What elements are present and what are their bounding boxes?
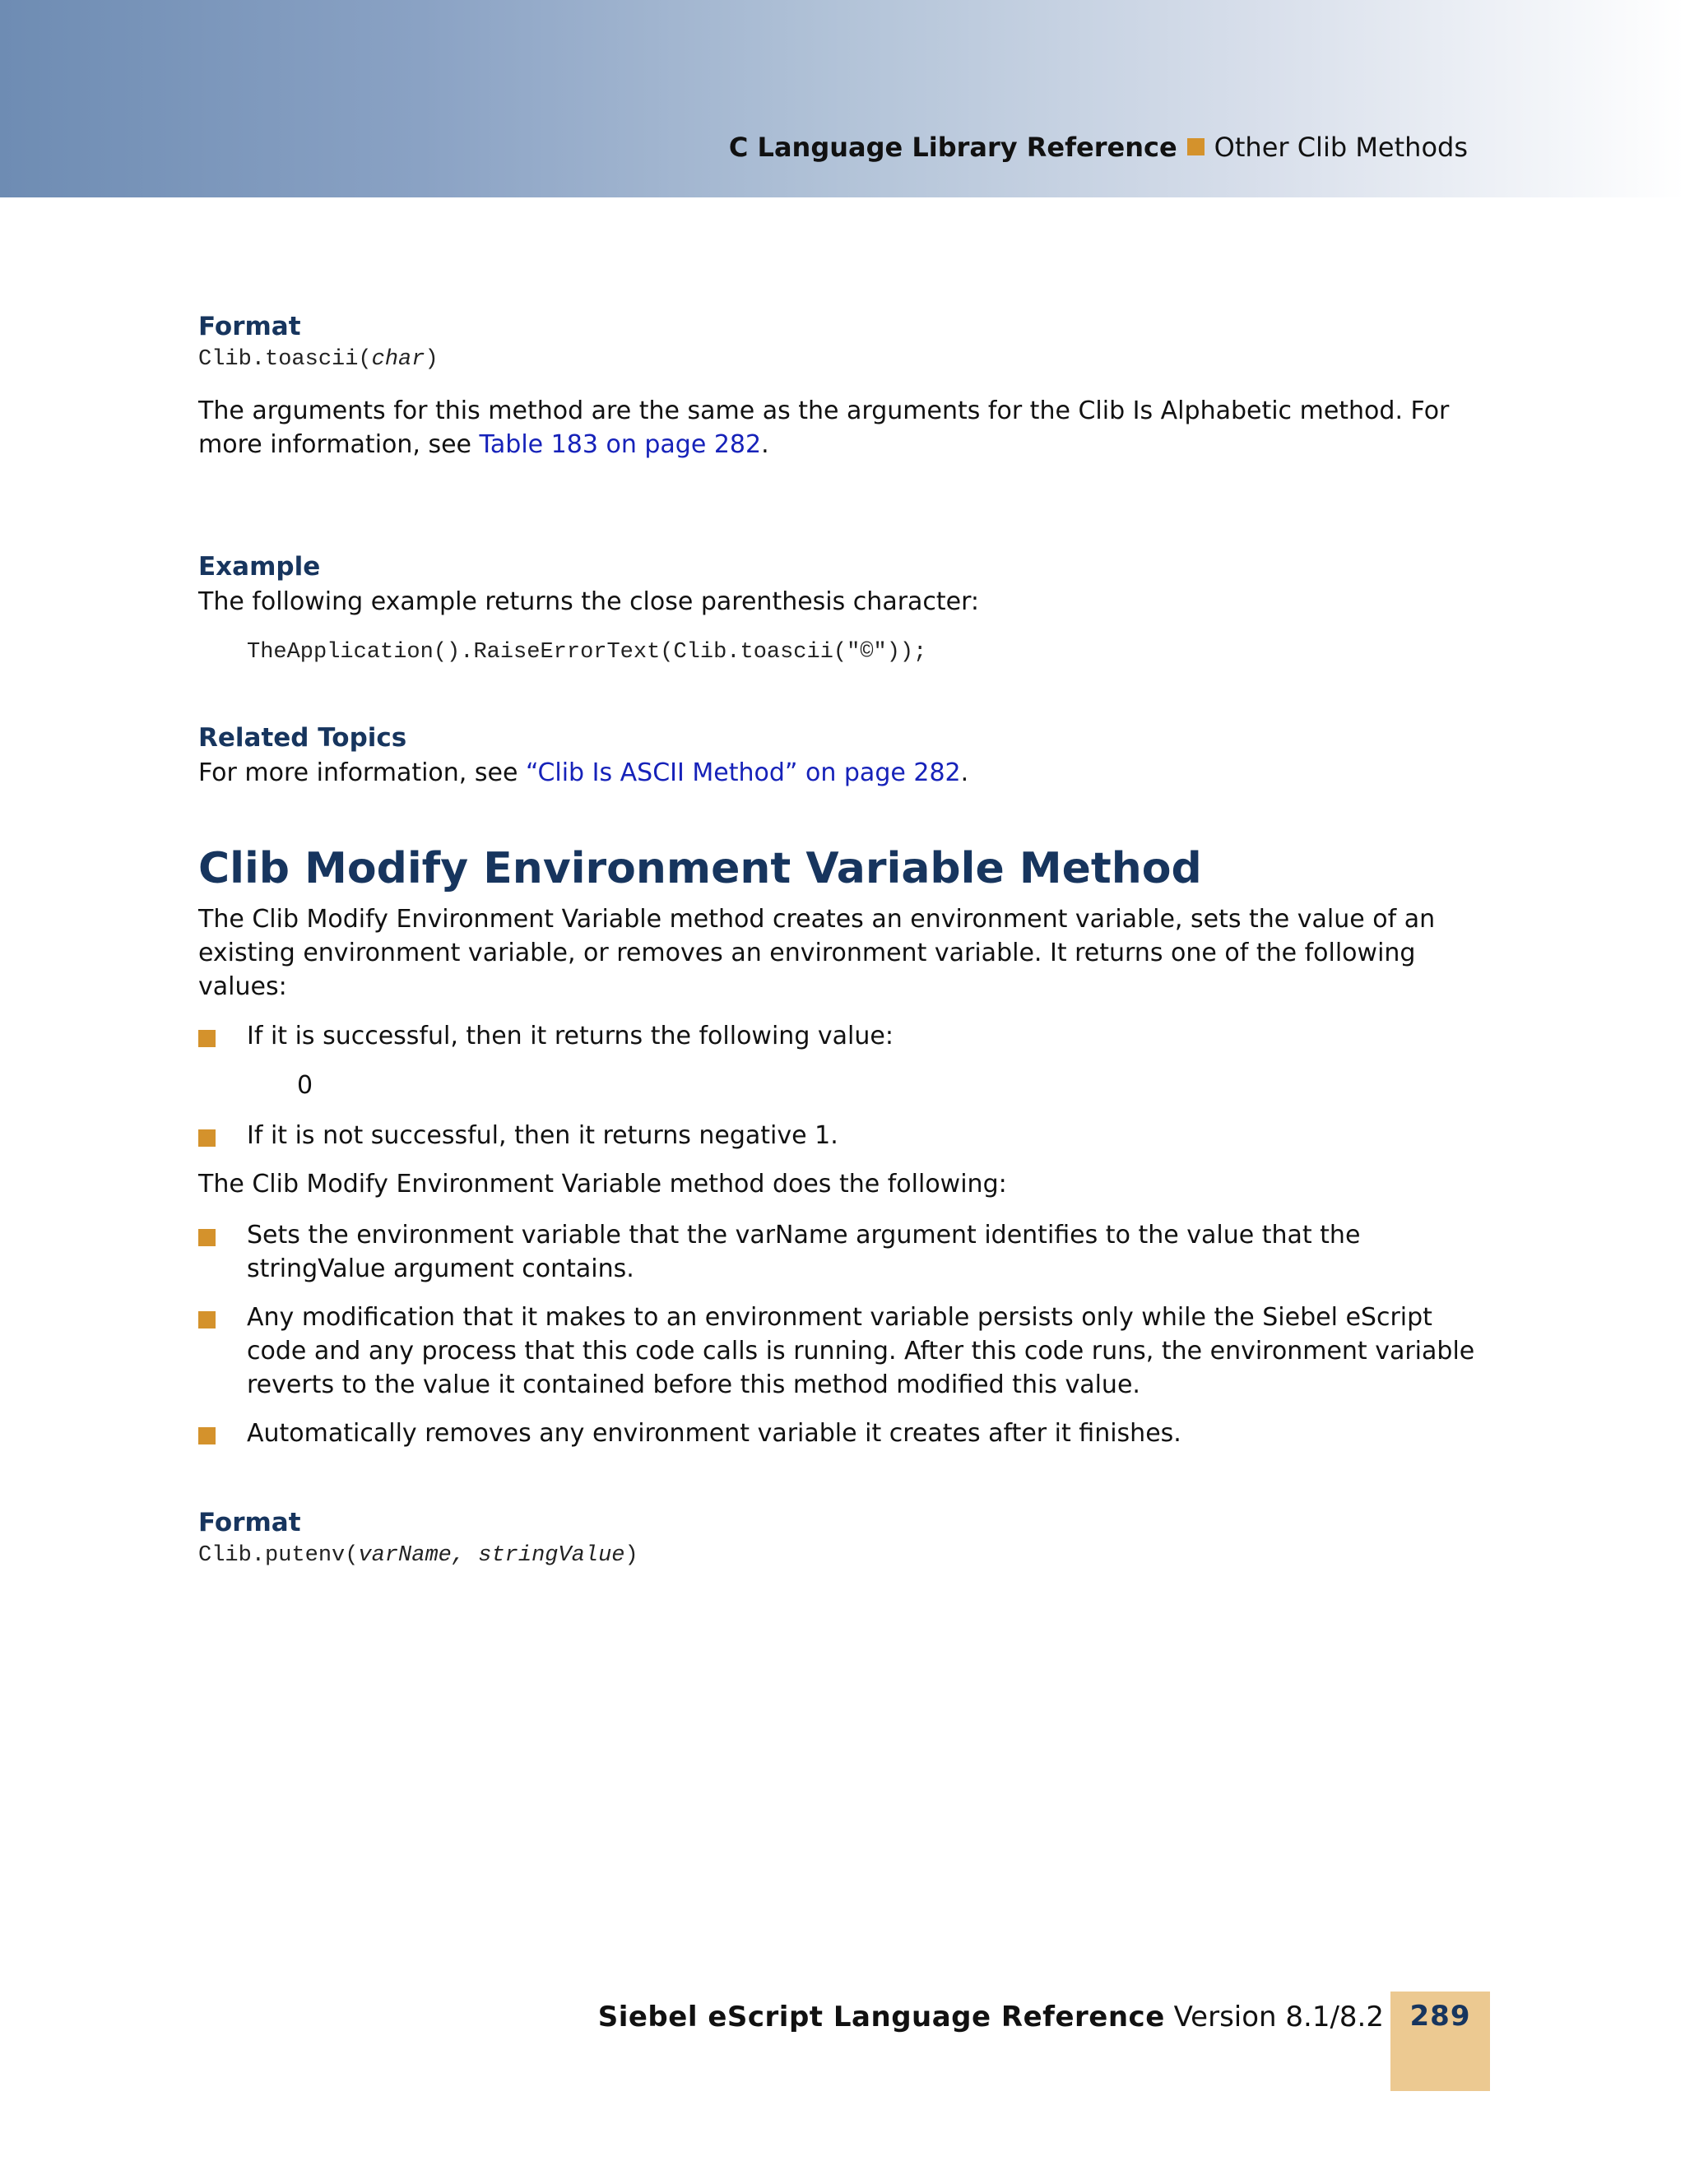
putenv-intro: The Clib Modify Environment Variable method creates an environment variable, sets the value of an existing environment variable, or removes an environment variable. It returns one of the following values: — [198, 905, 1436, 1001]
running-header — [729, 132, 1468, 163]
table-183-link[interactable]: Table 183 on page 282 — [479, 430, 762, 459]
list-item: Sets the environment variable that the varName argument identifies to the value that the stringValue argument contains. — [198, 1218, 1482, 1286]
square-bullet-icon — [198, 1229, 216, 1246]
running-footer — [598, 2001, 1384, 2033]
square-bullet-icon — [198, 1129, 216, 1147]
square-bullet-icon — [1187, 138, 1205, 155]
putenv-format-label: Format — [198, 1508, 301, 1537]
related-topics-label: Related Topics — [198, 723, 407, 753]
return-values-list-continued — [198, 1119, 1482, 1152]
example-label: Example — [198, 552, 321, 582]
success-value: 0 — [297, 1071, 313, 1100]
does-following-text: The Clib Modify Environment Variable method does the following: — [198, 1170, 1007, 1199]
list-item: Any modification that it makes to an environment variable persists only while the Siebel eScript code and any process that this code calls is running. After this code runs, the environment variable reverts to the value it contained before this method modified this value. — [198, 1301, 1482, 1402]
list-item: If it is successful, then it returns the following value: — [198, 1019, 1482, 1053]
header-band — [0, 0, 1685, 197]
example-description: The following example returns the close parenthesis character: — [198, 587, 980, 616]
page-content — [198, 308, 1482, 1572]
book-title: Siebel eScript Language Reference — [597, 2001, 1165, 2033]
list-item: If it is not successful, then it returns negative 1. — [198, 1119, 1482, 1152]
list-item: Automatically removes any environment variable it creates after it finishes. — [198, 1417, 1482, 1450]
square-bullet-icon — [198, 1030, 216, 1047]
header-chapter: C Language Library Reference — [728, 132, 1177, 163]
behavior-list — [198, 1218, 1482, 1450]
return-values-list — [198, 1019, 1482, 1053]
format-code: Clib.toascii(char) — [198, 347, 439, 372]
putenv-format-code: Clib.putenv(varName, stringValue) — [198, 1543, 638, 1568]
page-number: 289 — [1409, 2000, 1471, 2033]
page-number-box — [1390, 1992, 1490, 2091]
clib-is-ascii-link[interactable]: “Clib Is ASCII Method” on page 282 — [525, 758, 961, 787]
arguments-paragraph: The arguments for this method are the same as the arguments for the Clib Is Alphabetic method. For more information, see Table 183 on page 282. — [198, 396, 1450, 459]
section-heading: Clib Modify Environment Variable Method — [198, 844, 1202, 893]
format-label: Format — [198, 312, 301, 341]
header-section: Other Clib Methods — [1214, 132, 1468, 163]
example-code: TheApplication().RaiseErrorText(Clib.toascii("©")); — [247, 640, 927, 665]
version-text: Version 8.1/8.2 — [1173, 2001, 1384, 2033]
square-bullet-icon — [198, 1427, 216, 1444]
related-topics-paragraph: For more information, see “Clib Is ASCII Method” on page 282. — [198, 758, 969, 787]
square-bullet-icon — [198, 1311, 216, 1328]
